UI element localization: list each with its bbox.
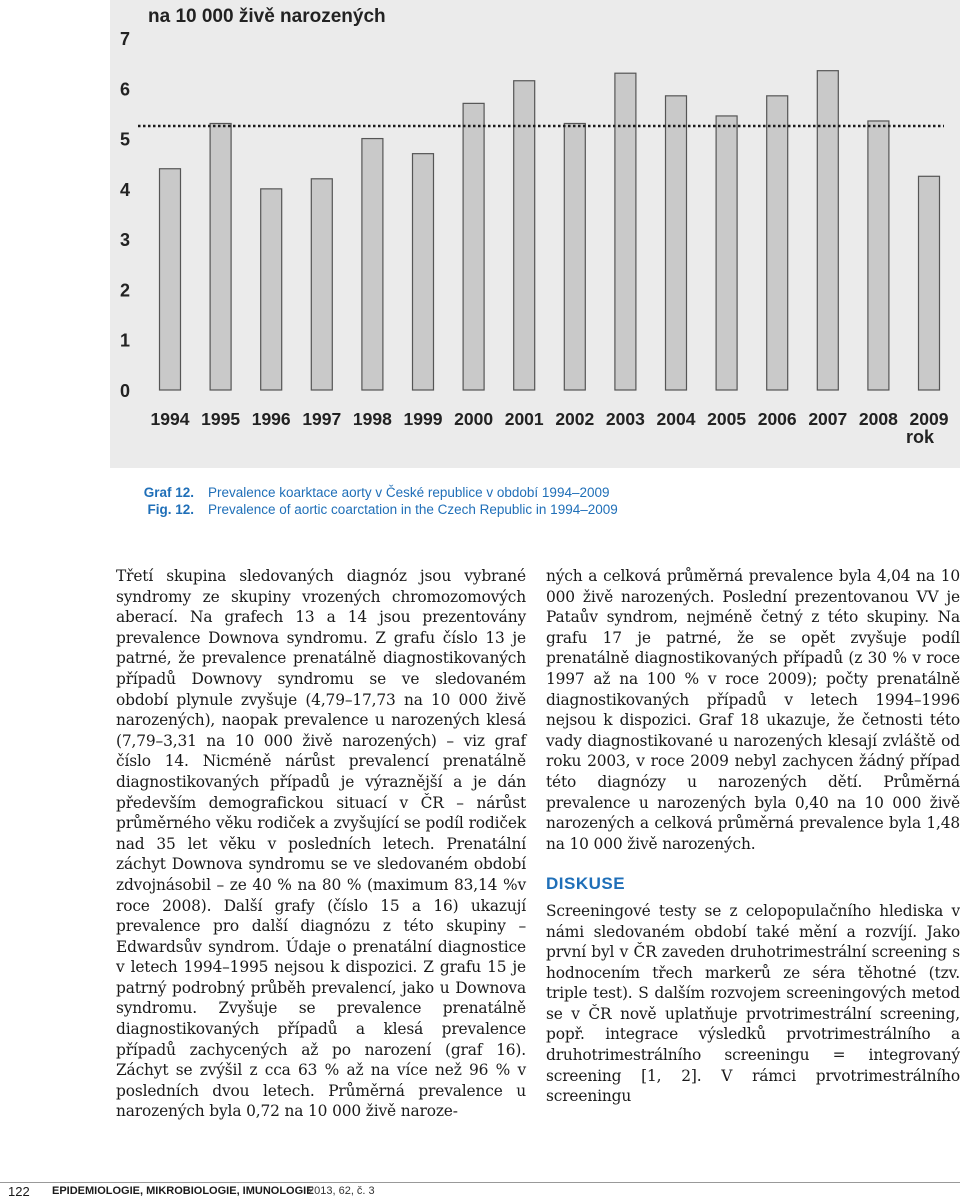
y-tick-label: 3 (119, 230, 130, 251)
x-tick-label: 1996 (251, 409, 291, 429)
journal-issue: 2013, 62, č. 3 (308, 1185, 375, 1197)
right-column (546, 566, 960, 1107)
bar-1999 (413, 154, 434, 390)
bars-group (160, 71, 940, 390)
x-tick-label: 2002 (555, 409, 595, 429)
page-footer (0, 1182, 960, 1199)
caption-czech-tag: Graf 12. (143, 485, 194, 500)
bar-1995 (210, 123, 231, 390)
bar-1998 (362, 139, 383, 390)
caption-czech-text: Prevalence koarktace aorty v České republice v období 1994–2009 (208, 485, 610, 500)
x-tick-label: 1999 (403, 409, 443, 429)
x-tick-label: 1998 (352, 409, 392, 429)
x-axis-title: rok (905, 427, 935, 447)
x-axis (151, 409, 949, 429)
right-column-paragraph: ných a celková průměrná prevalence byla 4,04 na 10 000 živě narozených. Poslední prezentovanou VV je Pataův syndrom, nejméně četný z této skupiny. Na grafu 17 je patrné, že se opět zvyšuje podíl prenatálně diagnostikovaných případů (z 30 % v roce 1997 až na 100 % v roce 2009); počty prenatálně diagnostikovaných případů v letech 1994–1996 nejsou k dispozici. Graf 18 ukazuje, že četnosti této vady diagnostikované u narozených klesají zvláště od roku 2003, v roce 2009 nebyl zachycen žádný případ této diagnózy u narozených dětí. Průměrná prevalence u narozených byla 0,40 na 10 000 živě narozených a celková průměrná prevalence byla 1,48 na 10 000 živě narozených. (546, 567, 960, 853)
bar-2007 (817, 71, 838, 390)
y-tick-label: 5 (119, 129, 130, 150)
x-tick-label: 2009 (909, 409, 949, 429)
caption-english (110, 501, 960, 518)
figure-caption (110, 484, 960, 518)
prevalence-bar-chart (110, 0, 960, 468)
caption-english-tag: Fig. 12. (147, 502, 194, 517)
x-tick-label: 2008 (858, 409, 898, 429)
x-tick-label: 1995 (201, 409, 241, 429)
left-column (116, 566, 526, 1122)
y-tick-label: 4 (119, 179, 130, 200)
bar-2006 (767, 96, 788, 390)
y-tick-label: 6 (119, 79, 130, 100)
caption-english-text: Prevalence of aortic coarctation in the Czech Republic in 1994–2009 (208, 502, 618, 517)
chart-title: na 10 000 živě narozených (148, 6, 386, 27)
y-tick-label: 7 (119, 29, 130, 49)
bar-1994 (160, 169, 181, 390)
bar-1996 (261, 189, 282, 390)
x-tick-label: 2006 (757, 409, 797, 429)
bar-2008 (868, 121, 889, 390)
x-tick-label: 2000 (454, 409, 494, 429)
bar-2005 (716, 116, 737, 390)
chart-svg (110, 0, 960, 468)
section-heading-discussion: DISKUSE (546, 874, 626, 894)
y-tick-label: 2 (119, 280, 130, 301)
bar-2004 (666, 96, 687, 390)
discussion-paragraph: Screeningové testy se z celopopulačního hlediska v námi sledovaném období také mění a rozvíjí. Jako první byl v ČR zaveden druhotrimestrální screening s hodnocením třech markerů ze séra těhotné (tzv. triple test). S dalším rozvojem screeningových metod se v ČR nově uplatňuje prvotrimestrální screening, popř. integrace výsledků prvotrimestrálního a druhotrimestrálního screeningu = integrovaný screening [1, 2]. V rámci prvotrimestrálního screeningu (546, 901, 960, 1106)
y-axis (120, 29, 130, 401)
y-tick-label: 1 (119, 330, 130, 351)
x-tick-label: 2001 (504, 409, 544, 429)
left-column-paragraph: Třetí skupina sledovaných diagnóz jsou vybrané syndromy ze skupiny vrozených chromozomových aberací. Na grafech 13 a 14 jsou prezentovány prevalence Downova syndromu. Z grafu číslo 13 je patrné, že prevalence prenatálně diagnostikovaných případů Downovy syndromu se ve sledovaném období plynule zvyšuje (4,79–17,73 na 10 000 živě narozených), naopak prevalence u narozených klesá (7,79–3,31 na 10 000 živě narozených) – viz graf číslo 14. Nicméně nárůst prevalencí prenatálně diagnostikovaných případů je výraznější a je dán především demografickou situací v ČR – nárůst průměrného věku rodiček a zvyšující se podíl rodiček nad 35 let věku v posledních letech. Prenatální záchyt Downova syndromu se ve sledovaném období zdvojnásobil – ze 40 % na 80 % (maximum 83,14 %v roce 2008). Další grafy (číslo 15 a 16) ukazují prevalence pro další diagnózu z této skupiny – Edwardsův syndrom. Údaje o prenatální diagnostice v letech 1994–1995 nejsou k dispozici. Z grafu 15 je patrný podrobný průběh prevalencí, jako u Downova syndromu. Zvyšuje se prevalence prenatálně diagnostikovaných případů a klesá prevalence případů zachycených až po narození (graf 16). Záchyt se zvýšil z cca 63 % až na více než 96 % v posledních dvou letech. Průměrná prevalence u narozených byla 0,72 na 10 000 živě naroze- (116, 567, 526, 1121)
footer-rule (0, 1182, 960, 1183)
journal-name: EPIDEMIOLOGIE, MIKROBIOLOGIE, IMUNOLOGIE (52, 1185, 314, 1197)
bar-1997 (311, 179, 332, 390)
bar-2003 (615, 73, 636, 390)
caption-czech (110, 484, 960, 501)
bar-2002 (564, 123, 585, 390)
page-number: 122 (8, 1184, 30, 1199)
bar-2000 (463, 103, 484, 390)
x-tick-label: 1994 (150, 409, 190, 429)
x-tick-label: 2005 (707, 409, 747, 429)
x-tick-label: 2003 (605, 409, 645, 429)
bar-2009 (919, 176, 940, 390)
x-tick-label: 1997 (302, 409, 342, 429)
x-tick-label: 2004 (656, 409, 696, 429)
x-tick-label: 2007 (808, 409, 848, 429)
y-tick-label: 0 (119, 381, 130, 401)
